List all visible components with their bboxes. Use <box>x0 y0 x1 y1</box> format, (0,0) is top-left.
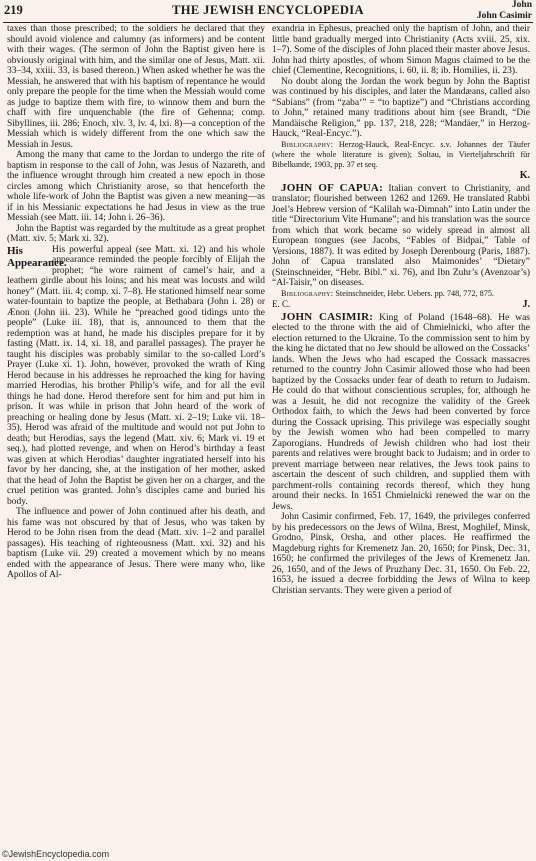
bibliography <box>272 289 530 299</box>
paragraph: exandria in Ephesus, preached only the baptism of John, and their little band gradually merged into Christianity (Acts xviii. 25, xix. 1–7). Some of the disciples of John placed their master above Jesus. John had thirty apostles, of whom Simon Magus claimed to be the chief (Clementine, Recognitions, i. 60, ii. 8; ib. Homilies, ii. 23). <box>272 24 530 76</box>
right-column <box>272 24 530 848</box>
entry-heading: JOHN OF CAPUA: <box>281 181 383 194</box>
bibliography-text: Steinschneider, Hebr. Uebers. pp. 748, 772, 875. <box>335 288 494 298</box>
paragraph: Among the many that came to the Jordan to undergo the rite of baptism in response to the call of John, was Jesus of Nazareth, and the influence wrought through him created a new epoch in those circles among which Christianity arose, so that henceforth the whole life-work of John the Baptist was given a new meaning—as if in his Messianic expectations he had Jesus in view as the true Messiah (see Matt. iii. 14; John i. 26–36). <box>7 150 265 223</box>
running-head <box>477 0 532 21</box>
bibliography <box>272 140 530 170</box>
encyclopedia-title: THE JEWISH ENCYCLOPEDIA <box>172 3 364 17</box>
paragraph: John Casimir confirmed, Feb. 17, 1649, the privileges conferred by his predecessors on the Jews of Wilna, Brest, Moghilef, Minsk, Grodno, Pinsk, Orsha, and other places. He reaffirmed the Magdeburg rights for Kremenetz Jan. 20, 1650; for Pinsk, Dec. 31, 1650; he confirmed the privileges of the Jews of Kremenetz Jan. 26, 1650, and of the Jews of Pruzhany Dec. 31, 1650. On Feb. 22, 1653, he issued a decree forbidding the Jews of Wilna to keep Christian servants. They were given a period of <box>272 512 530 596</box>
entry-text: King of Poland (1648–68). He was elected to the throne with the aid of Chmielnicki, who after the election returned to the Ukraine. To the commission sent to him by the king he dictated that no Jew should be allowed on the Cossacks’ lands. When the Jews who had escaped the Cossack massacres returned to the country John Casimir allowed those who had been baptized by the Cossacks under fear of death to return to Judaism. He could do that without conscientious scruples, for, although he was a Jesuit, he did not recognize the validity of the Greek Orthodox faith, to which the Jews had been converted by force during the Cossack uprising. This privilege was especially sought by the Jewish women who had been compelled to marry Zaporogians. Hundreds of Jewish children who had lost their parents and relatives were brought back to Judaism; and in order to prevent marriage between near relatives, the Jews took pains to ascertain the descent of such children, and supplied them with parchment-rolls containing records thereof, which they hung around their necks. In 1651 Chmielnicki renewed the war on the Jews. <box>272 312 530 512</box>
entry-john-of-capua <box>272 183 530 289</box>
signature-line <box>272 299 530 310</box>
paragraph: John the Baptist was regarded by the multitude as a great prophet (Matt. xiv. 5; Mark xi. 32). <box>7 223 265 244</box>
side-heading: His Appearance. <box>7 244 67 269</box>
bibliography-label: Bibliography: <box>281 139 334 149</box>
page-header <box>3 0 533 23</box>
running-head-first: John <box>511 0 532 10</box>
page-number: 219 <box>4 3 23 17</box>
bibliography-text: Herzog-Hauck, Real-Encyc. s.v. Johannes der Täufer (where the whole literature is given); Soltau, in Vierteljahrschrift für Bibelkunde, 1903, pp. 37 et seq. <box>272 139 530 169</box>
paragraph: taxes than those prescribed; to the soldiers he declared that they should avoid violence and calumny (as informers) and be content with their wages. (The sermon of John the Baptist given here is obviously original with him, and the similar one of Jesus, Matt. xii. 33–34, xxiii. 33, is based thereon.) When asked whether he was the Messiah, he answered that with his baptism of repentance he would only prepare the people for the time when the Messiah would come as judge to baptize them with fire, to winnow them and burn the chaff with fire unquenchable (the fire of Gehenna; comp. Sibyllines, iii. 286; Enoch, xlv. 3, lv. 4, lxi. 8)—a conception of the Messiah which is widely different from the one which saw the Messiah in Jesus. <box>7 24 265 150</box>
signature-right: J. <box>522 298 530 310</box>
running-head-last: John Casimir <box>476 10 532 21</box>
entry-john-casimir <box>272 312 530 513</box>
entry-text: Italian convert to Christianity, and translator; flourished between 1262 and 1269. He translated Rabbi Joel’s Hebrew version of “Kalilah wa-Dimnah” into Latin under the title “Directorium Vite Humane”; and his translation was the source from which that work became so widely spread in almost all European tongues (see Jacobs, “Fables of Bidpai,” Table of Versions, 1887). It was edited by Joseph Derenbourg (Paris, 1887). John of Capua translated also Maimonides’ “Dietary” (Steinschneider, “Hebr. Bibl.” xi. 76), and Ibn Zuhr’s (Avenzoar’s) “Al-Taisir,” on diseases. <box>272 183 530 288</box>
bibliography-label: Bibliography: <box>281 288 334 298</box>
signature-right: K. <box>519 169 530 181</box>
entry-heading: JOHN CASIMIR: <box>281 310 374 323</box>
footer-credit: ©JewishEncyclopedia.com <box>2 849 110 859</box>
signature-left: E. C. <box>272 298 291 309</box>
paragraph: The influence and power of John continued after his death, and his fame was not obscured by that of Jesus, who was taken by Herod to be John risen from the dead (Matt. xiv. 1–2 and parallel passages). His teaching of righteousness (Matt. xxi. 32) and his baptism (Luke vii. 29) created a movement which by no means ended with the appearance of Jesus. There were many who, like Apollos of Al- <box>7 507 265 580</box>
signature-line <box>272 170 530 181</box>
paragraph: His powerful appeal (see Matt. xi. 12) and his whole appearance reminded the people forcibly of Elijah the prophet; “he wore raiment of camel’s hair, and a leathern girdle about his loins; and his meat was locusts and wild honey” (Matt. iii. 4; comp. xi. 7–8). He stationed himself near some water-fountain to baptize the people, at Bethabara (John i. 28) or Ænon (John iii. 23). While he “preached good tidings unto the people” (Luke iii. 18), that is, announced to them that the redemption was at hand, he made his disciples prepare for it by fasting (Matt. ix. 14, xi. 18, and parallel passages). The prayer he taught his disciples was probably similar to the so-called Lord’s Prayer (Luke xi. 1). John, however, provoked the wrath of King Herod because in his addresses he reproached the king for having married Herodias, his brother Philip’s wife, and for all the evil things he had done. Herod therefore sent for him and put him in prison. It was while in prison that John heard of the work of preaching or healing done by Jesus (Matt. xi. 2–19; Luke vii. 18–35). Herod was afraid of the multitude and would not put John to death; but Herodias, says the legend (Matt. xiv. 6; Mark vi. 19 et seq.), had plotted revenge, and when on Herod’s birthday a feast was given at which Herodias’ daughter ingratiated herself into his favor by her dancing, she, at the instigation of her mother, asked that the head of John the Baptist be given her on a charger, and the cruel petition was granted. John’s disciples came and buried his body. <box>7 244 265 507</box>
paragraph: No doubt along the Jordan the work begun by John the Baptist was continued by his disciples, and later the Mandæans, called also “Sabians” (from “ẓaba‘” = “to baptize”) and “Christians according to John,” retained many traditions about him (see Brandt, “Die Mandäische Religion,” pp. 137, 218, 228; “Mandäer,” in Herzog-Hauck, “Real-Encyc.”). <box>272 76 530 139</box>
left-column <box>7 24 265 848</box>
